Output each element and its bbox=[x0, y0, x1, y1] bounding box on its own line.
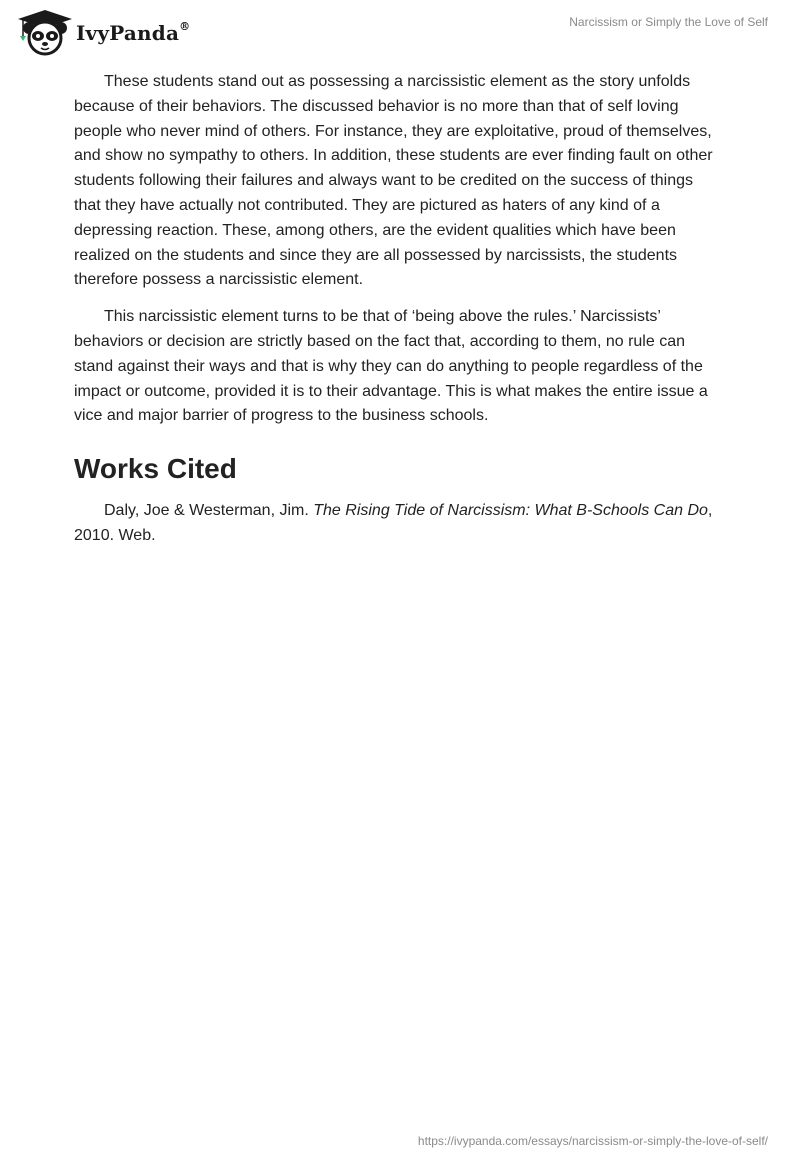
source-url[interactable]: https://ivypanda.com/essays/narcissism-or-simply-the-love-of-self/ bbox=[417, 1134, 768, 1148]
document-title: Narcissism or Simply the Love of Self bbox=[569, 15, 768, 29]
ivypanda-logo[interactable] bbox=[14, 8, 190, 56]
body-paragraph-1: These students stand out as possessing a narcissistic element as the story unfolds because of their behaviors. The discussed behavior is no more than that of self loving people who never mind of others. For instance, they are exploitative, proud of themselves, and show no sympathy to others. In addition, these students are ever finding fault on other students following their failures and always want to be credited on the success of things that they have actually not contributed. They are pictured as haters of any kind of a depressing reaction. These, among others, are the evident qualities which have been realized on the students and since they are all possessed by narcissists, the students therefore possess a narcissistic element. bbox=[74, 73, 713, 289]
logo-text: IvyPanda® bbox=[76, 20, 191, 45]
citation-title: The Rising Tide of Narcissism: What B-Schools Can Do bbox=[313, 502, 708, 520]
citation-authors: Daly, Joe & Westerman, Jim. bbox=[104, 502, 309, 520]
works-cited-heading: Works Cited bbox=[74, 453, 237, 485]
registered-mark: ® bbox=[179, 20, 191, 34]
body-paragraph-2: This narcissistic element turns to be that of ‘being above the rules.’ Narcissists’ behaviors or decision are strictly based on the fact that, according to them, no rule can stand against their ways and that is why they can do anything to people regardless of the impact or outcome, provided it is to their advantage. This is what makes the entire issue a vice and major barrier of progress to the business schools. bbox=[74, 308, 708, 425]
panda-graduate-icon bbox=[14, 8, 76, 56]
citation-entry bbox=[74, 499, 724, 549]
page-header bbox=[0, 0, 800, 60]
citation-rest: , 2010. Web. bbox=[74, 502, 713, 544]
essay-content bbox=[74, 70, 724, 549]
